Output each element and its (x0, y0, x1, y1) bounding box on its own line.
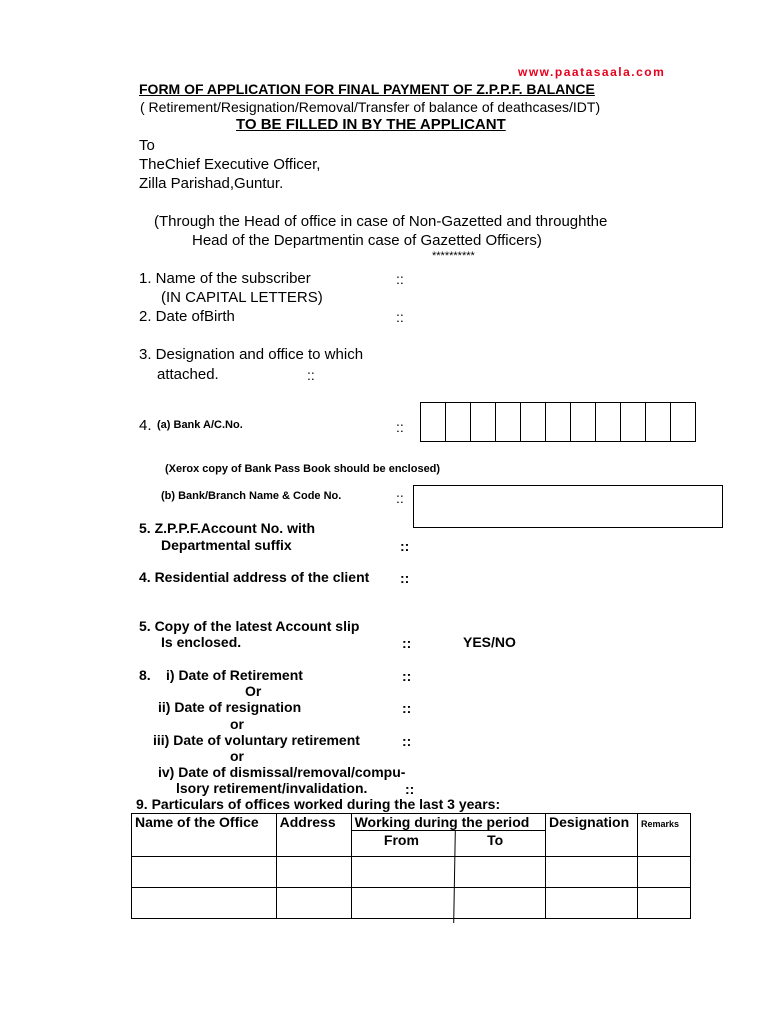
label-designation-attached: attached. (157, 366, 219, 383)
cell-address[interactable] (276, 888, 351, 919)
label-slip-enclosed: Is enclosed. (161, 634, 242, 650)
table-header-row (132, 814, 691, 857)
label-date-dismissal: iv) Date of dismissal/removal/compu- (158, 764, 406, 780)
address-officer: TheChief Executive Officer, (139, 156, 321, 173)
offices-table (131, 813, 691, 919)
cell-address[interactable] (276, 857, 351, 888)
form-subtitle: ( Retirement/Resignation/Removal/Transfer of balance of deathcases/IDT) (140, 99, 601, 115)
cell-designation[interactable] (546, 888, 638, 919)
header-remarks: Remarks (638, 814, 691, 857)
address-place: Zilla Parishad,Guntur. (139, 175, 284, 192)
colon-separator: :: (405, 781, 415, 797)
cell-office[interactable] (132, 888, 277, 919)
colon-separator: :: (400, 570, 410, 586)
label-capital-letters-note: (IN CAPITAL LETTERS) (161, 289, 323, 306)
yes-no-option: YES/NO (463, 634, 516, 650)
xerox-note: (Xerox copy of Bank Pass Book should be enclosed) (165, 463, 441, 475)
label-account-slip: 5. Copy of the latest Account slip (139, 618, 360, 634)
label-bank-ac-no: (a) Bank A/C.No. (157, 419, 243, 431)
header-address: Address (276, 814, 351, 857)
table-row (132, 857, 691, 888)
colon-separator: :: (396, 309, 404, 325)
cell-remarks[interactable] (638, 857, 691, 888)
header-working-period (351, 814, 545, 857)
label-or: or (230, 716, 244, 732)
header-from: From (383, 832, 419, 848)
cell-period[interactable] (351, 857, 545, 888)
header-to: To (487, 832, 504, 848)
through-note-line2: Head of the Departmentin case of Gazetted Officers) (192, 232, 542, 249)
form-title: FORM OF APPLICATION FOR FINAL PAYMENT OF Z.P.P.F. BALANCE (139, 81, 595, 97)
cell-period[interactable] (351, 888, 545, 919)
label-item-8-number: 8. (139, 667, 151, 683)
label-date-voluntary-retirement: iii) Date of voluntary retirement (153, 732, 360, 748)
label-date-of-birth: 2. Date ofBirth (139, 308, 235, 325)
address-to: To (139, 137, 155, 154)
bank-branch-field-box[interactable] (413, 485, 723, 528)
label-date-resignation: ii) Date of resignation (158, 699, 302, 715)
header-office-name: Name of the Office (132, 814, 277, 857)
colon-separator: :: (402, 668, 412, 684)
separator-stars: ********** (432, 250, 475, 262)
colon-separator: :: (402, 733, 412, 749)
label-or: Or (245, 683, 262, 699)
filled-by-heading: TO BE FILLED IN BY THE APPLICANT (236, 116, 506, 133)
period-underline (351, 830, 546, 831)
label-date-retirement: i) Date of Retirement (166, 667, 303, 683)
bank-ac-digit-boxes[interactable] (420, 402, 696, 442)
label-zppf-account: 5. Z.P.P.F.Account No. with (139, 520, 316, 536)
label-item-4-number: 4. (139, 417, 152, 434)
website-url: www.paatasaala.com (518, 65, 666, 79)
header-period-label: Working during the period (354, 814, 530, 830)
colon-separator: :: (396, 419, 404, 435)
label-designation: 3. Designation and office to which (139, 346, 364, 363)
label-subscriber-name: 1. Name of the subscriber (139, 270, 311, 287)
cell-designation[interactable] (546, 857, 638, 888)
colon-separator: :: (307, 367, 315, 383)
cell-office[interactable] (132, 857, 277, 888)
cell-remarks[interactable] (638, 888, 691, 919)
header-designation: Designation (546, 814, 638, 857)
colon-separator: :: (400, 538, 410, 554)
label-or: or (230, 748, 244, 764)
colon-separator: :: (396, 490, 404, 506)
label-departmental-suffix: Departmental suffix (161, 537, 292, 553)
colon-separator: :: (402, 700, 412, 716)
table-row (132, 888, 691, 919)
label-residential-address: 4. Residential address of the client (139, 569, 370, 585)
colon-separator: :: (402, 635, 412, 651)
through-note-line1: (Through the Head of office in case of Non-Gazetted and throughthe (154, 213, 608, 230)
label-bank-branch: (b) Bank/Branch Name & Code No. (161, 490, 342, 502)
colon-separator: :: (396, 271, 404, 287)
label-compulsory-retirement: lsory retirement/invalidation. (176, 780, 368, 796)
label-offices-worked: 9. Particulars of offices worked during the last 3 years: (136, 796, 501, 812)
